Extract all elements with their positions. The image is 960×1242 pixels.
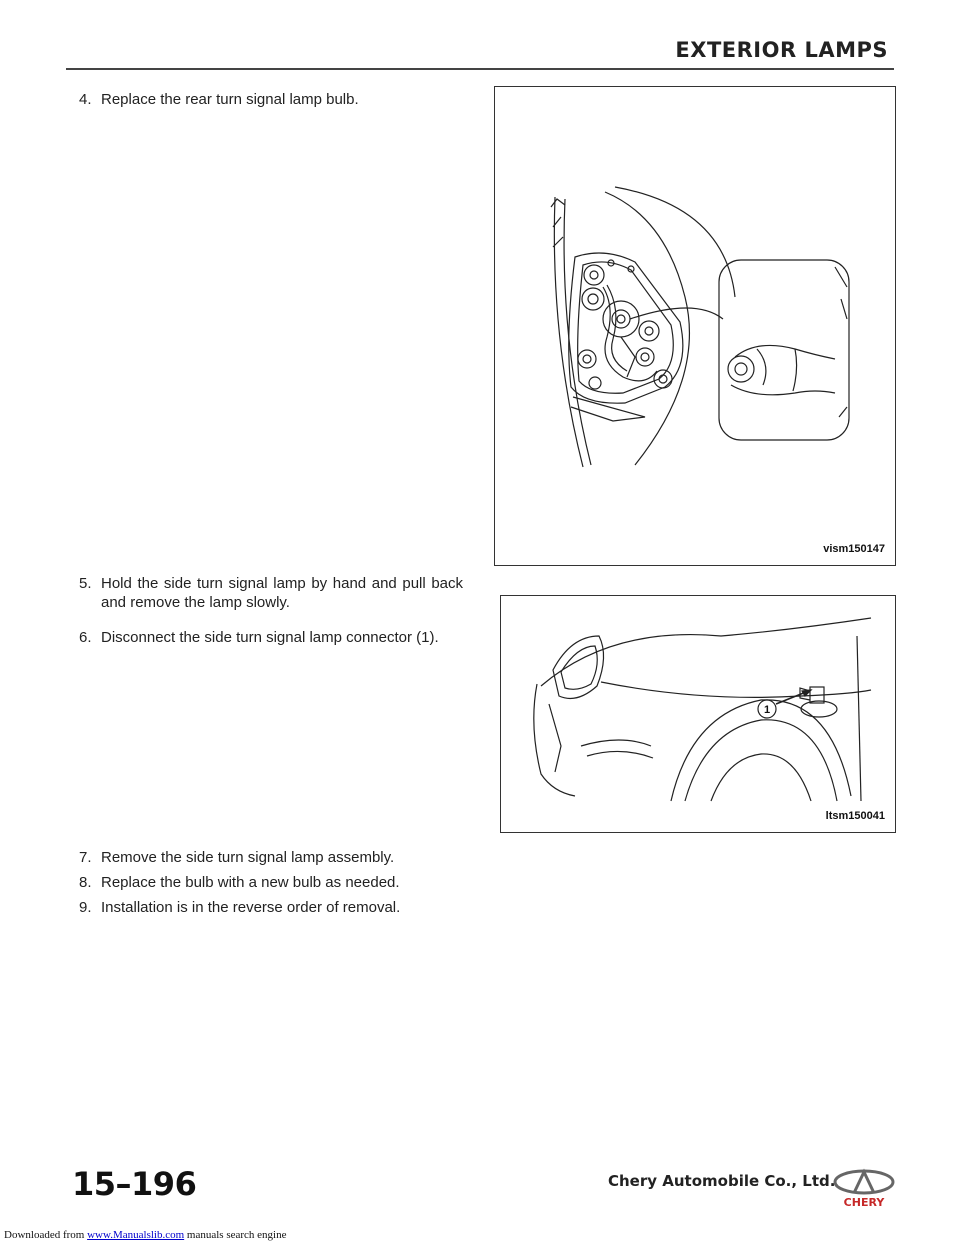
download-suffix: manuals search engine [184, 1229, 287, 1241]
company-name: Chery Automobile Co., Ltd. [608, 1172, 836, 1190]
step-text: Hold the side turn signal lamp by hand and pull back and remove the lamp slowly. [101, 575, 463, 611]
side-lamp-illustration [501, 596, 895, 832]
step-text: Replace the bulb with a new bulb as needed. [101, 874, 400, 891]
step-number: 5. [79, 575, 92, 592]
download-notice [4, 1229, 286, 1241]
rear-lamp-illustration [495, 87, 895, 565]
chery-logo-icon [833, 1168, 895, 1208]
figure-rear-lamp [494, 86, 896, 566]
step-number: 8. [79, 874, 92, 891]
step-text: Remove the side turn signal lamp assembly. [101, 849, 395, 866]
page-number: 15–196 [72, 1165, 197, 1203]
figure-code: vism150147 [823, 543, 885, 555]
download-prefix: Downloaded from [4, 1229, 88, 1241]
section-title: EXTERIOR LAMPS [675, 38, 888, 62]
step-text: Disconnect the side turn signal lamp connector (1). [101, 629, 439, 646]
step-text: Replace the rear turn signal lamp bulb. [101, 91, 359, 108]
step-number: 6. [79, 629, 92, 646]
chery-logo [833, 1168, 895, 1213]
figure-code: ltsm150041 [825, 810, 885, 822]
header-divider [66, 68, 894, 70]
manualslib-link[interactable]: www.Manualslib.com [87, 1229, 185, 1241]
figure-side-lamp [500, 595, 896, 833]
step-number: 4. [79, 91, 92, 108]
step-text: Installation is in the reverse order of removal. [101, 899, 401, 916]
step-number: 7. [79, 849, 92, 866]
logo-text: CHERY [843, 1196, 885, 1208]
callout-1-label: 1 [763, 704, 771, 716]
step-number: 9. [79, 899, 92, 916]
